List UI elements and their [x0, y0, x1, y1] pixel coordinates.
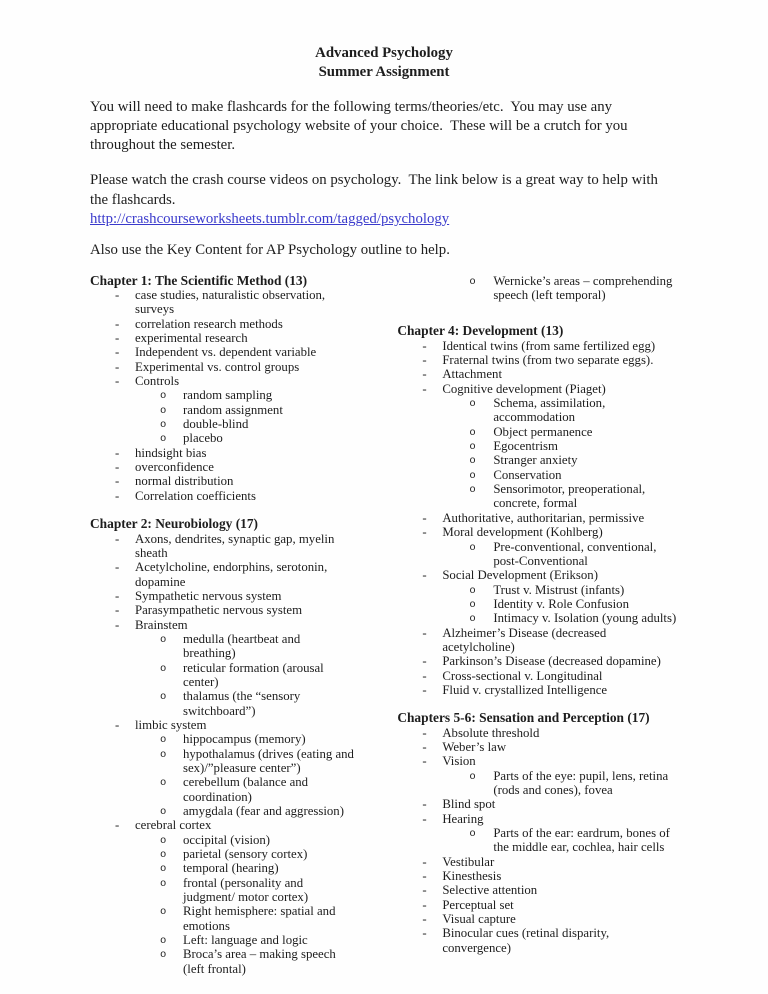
term-subitem	[90, 904, 355, 933]
term-subitem	[397, 597, 678, 611]
circle-bullet: o	[469, 828, 476, 841]
term-subitem-label: Wernicke’s areas – comprehending speech (left temporal)	[493, 273, 673, 303]
term-item	[90, 474, 355, 488]
dash-bullet: -	[422, 739, 427, 754]
term-subitem	[397, 468, 678, 482]
dash-bullet: -	[422, 367, 427, 382]
chapter-block	[90, 517, 355, 976]
dash-bullet: -	[422, 883, 427, 898]
dash-bullet: -	[115, 588, 120, 603]
term-subitem-label: double-blind	[183, 417, 249, 432]
term-item	[90, 345, 355, 359]
dash-bullet: -	[422, 926, 427, 941]
term-item-label: limbic system	[135, 717, 207, 732]
term-item-label: Controls	[135, 374, 180, 389]
term-item	[397, 912, 678, 926]
term-item-label: Vision	[442, 754, 476, 769]
term-subitem	[90, 632, 355, 661]
term-subitem-label: Object permanence	[493, 424, 593, 439]
dash-bullet: -	[422, 353, 427, 368]
term-item	[90, 331, 355, 345]
circle-bullet: o	[160, 691, 167, 704]
document-title	[90, 44, 678, 83]
dash-bullet: -	[115, 374, 120, 389]
term-subitem	[90, 876, 355, 905]
circle-bullet: o	[469, 541, 476, 554]
term-item-label: Authoritative, authoritarian, permissive	[442, 510, 645, 525]
term-item	[90, 460, 355, 474]
term-item-label: Social Development (Erikson)	[442, 568, 598, 583]
term-item	[397, 626, 678, 655]
dash-bullet: -	[422, 854, 427, 869]
term-item-label: Kinesthesis	[442, 869, 502, 884]
term-subitem-label: Broca’s area – making speech (left frontal)	[183, 947, 336, 976]
term-item	[397, 353, 678, 367]
term-item	[397, 525, 678, 539]
term-subitem	[397, 826, 678, 855]
column-2	[397, 274, 678, 991]
video-paragraph	[90, 171, 678, 229]
circle-bullet: o	[160, 949, 167, 962]
term-subitem	[90, 833, 355, 847]
term-subitem-label: hypothalamus (drives (eating and sex)/”pleasure center”)	[183, 746, 354, 776]
dash-bullet: -	[115, 316, 120, 331]
circle-bullet: o	[469, 613, 476, 626]
chapter-block	[397, 324, 678, 697]
term-item	[397, 754, 678, 768]
term-subitem	[397, 769, 678, 798]
term-item	[397, 654, 678, 668]
term-item	[90, 818, 355, 832]
chapter-heading: Chapter 1: The Scientific Method (13)	[90, 272, 308, 288]
term-item-label: Identical twins (from same fertilized egg)	[442, 338, 656, 353]
dash-bullet: -	[115, 617, 120, 632]
term-item-label: Alzheimer’s Disease (decreased acetylcholine)	[442, 625, 607, 654]
term-subitem-label: Parts of the ear: eardrum, bones of the middle ear, cochlea, hair cells	[493, 826, 670, 855]
term-item	[90, 288, 355, 317]
circle-bullet: o	[160, 734, 167, 747]
term-subitem	[90, 947, 355, 976]
dash-bullet: -	[115, 460, 120, 475]
dash-bullet: -	[115, 331, 120, 346]
term-item-label: Blind spot	[442, 797, 496, 812]
term-item-label: Binocular cues (retinal disparity, convergence)	[442, 926, 610, 955]
dash-bullet: -	[115, 345, 120, 360]
term-item	[397, 797, 678, 811]
dash-bullet: -	[115, 603, 120, 618]
term-item	[397, 683, 678, 697]
term-subitem-label: temporal (hearing)	[183, 861, 279, 876]
term-item	[397, 883, 678, 897]
term-subitem-label: occipital (vision)	[183, 832, 271, 847]
term-subitem	[90, 689, 355, 718]
term-item-label: Parkinson’s Disease (decreased dopamine)	[442, 654, 661, 669]
two-column-list	[90, 274, 678, 991]
term-subitem	[397, 482, 678, 511]
crashcourse-link[interactable]: http://crashcourseworksheets.tumblr.com/tagged/psychology	[90, 211, 450, 228]
circle-bullet: o	[469, 770, 476, 783]
circle-bullet: o	[160, 806, 167, 819]
circle-bullet: o	[469, 441, 476, 454]
term-subitem	[397, 583, 678, 597]
term-subitem-label: Intimacy v. Isolation (young adults)	[493, 611, 677, 626]
circle-bullet: o	[469, 484, 476, 497]
term-subitem	[90, 431, 355, 445]
term-item	[397, 898, 678, 912]
term-item-label: experimental research	[135, 331, 248, 346]
term-subitem-label: Trust v. Mistrust (infants)	[493, 582, 625, 597]
term-item	[397, 568, 678, 582]
term-item-label: Weber’s law	[442, 739, 507, 754]
term-item-label: Vestibular	[442, 854, 495, 869]
term-subitem	[397, 439, 678, 453]
term-item-label: Hearing	[442, 811, 484, 826]
term-subitem-label: random sampling	[183, 388, 273, 403]
dash-bullet: -	[422, 754, 427, 769]
term-item	[90, 532, 355, 561]
dash-bullet: -	[115, 359, 120, 374]
chapter-block	[397, 274, 678, 303]
term-item	[397, 926, 678, 955]
circle-bullet: o	[160, 419, 167, 432]
term-item	[397, 382, 678, 396]
dash-bullet: -	[422, 682, 427, 697]
term-item-label: normal distribution	[135, 474, 234, 489]
term-subitem-label: reticular formation (arousal center)	[183, 660, 324, 689]
term-item	[90, 446, 355, 460]
term-subitem-label: Stranger anxiety	[493, 453, 578, 468]
dash-bullet: -	[422, 797, 427, 812]
term-item	[397, 869, 678, 883]
dash-bullet: -	[422, 338, 427, 353]
term-item-label: Correlation coefficients	[135, 488, 256, 503]
term-subitem	[90, 661, 355, 690]
circle-bullet: o	[160, 877, 167, 890]
circle-bullet: o	[160, 834, 167, 847]
dash-bullet: -	[422, 725, 427, 740]
circle-bullet: o	[469, 426, 476, 439]
dash-bullet: -	[115, 560, 120, 575]
term-subitem-label: cerebellum (balance and coordination)	[183, 775, 309, 804]
term-subitem-label: Sensorimotor, preoperational, concrete, formal	[493, 482, 646, 511]
term-item-label: Selective attention	[442, 883, 538, 898]
term-subitem-label: Left: language and logic	[183, 933, 308, 948]
circle-bullet: o	[469, 469, 476, 482]
term-subitem-label: Right hemisphere: spatial and emotions	[183, 904, 336, 933]
term-item	[397, 812, 678, 826]
term-item-label: Axons, dendrites, synaptic gap, myelin sheath	[135, 531, 335, 560]
chapter-heading: Chapter 4: Development (13)	[397, 323, 564, 339]
term-item	[397, 726, 678, 740]
circle-bullet: o	[160, 849, 167, 862]
dash-bullet: -	[422, 568, 427, 583]
chapter-block	[397, 711, 678, 955]
circle-bullet: o	[469, 275, 476, 288]
term-subitem	[90, 775, 355, 804]
outline-note: Also use the Key Content for AP Psychology outline to help.	[90, 242, 450, 259]
term-subitem	[397, 453, 678, 467]
dash-bullet: -	[422, 897, 427, 912]
term-item-label: Cognitive development (Piaget)	[442, 381, 606, 396]
term-item-label: Experimental vs. control groups	[135, 359, 300, 374]
dash-bullet: -	[422, 811, 427, 826]
term-subitem	[90, 417, 355, 431]
dash-bullet: -	[422, 869, 427, 884]
term-subitem-label: amygdala (fear and aggression)	[183, 804, 344, 819]
dash-bullet: -	[422, 525, 427, 540]
circle-bullet: o	[160, 404, 167, 417]
term-item	[397, 367, 678, 381]
dash-bullet: -	[422, 625, 427, 640]
term-subitem	[90, 388, 355, 402]
term-subitem	[397, 274, 678, 303]
dash-bullet: -	[115, 474, 120, 489]
term-subitem-label: hippocampus (memory)	[183, 732, 306, 747]
term-subitem-label: Conservation	[493, 467, 562, 482]
term-item-label: Absolute threshold	[442, 725, 540, 740]
video-note-text: Please watch the crash course videos on psychology. The link below is a great way to help with the flashcards.	[90, 172, 662, 208]
dash-bullet: -	[422, 510, 427, 525]
dash-bullet: -	[115, 531, 120, 546]
term-item-label: correlation research methods	[135, 316, 283, 331]
term-subitem-label: thalamus (the “sensory switchboard”)	[183, 689, 301, 718]
term-subitem-label: medulla (heartbeat and breathing)	[183, 631, 301, 661]
term-subitem	[90, 804, 355, 818]
term-subitem-label: Egocentrism	[493, 439, 558, 454]
circle-bullet: o	[160, 935, 167, 948]
term-subitem	[90, 933, 355, 947]
term-subitem-label: frontal (personality and judgment/ motor cortex)	[183, 875, 309, 905]
term-subitem	[90, 747, 355, 776]
term-item-label: Brainstem	[135, 617, 188, 632]
term-item-label: case studies, naturalistic observation, surveys	[135, 288, 326, 317]
term-item	[397, 855, 678, 869]
term-item	[90, 374, 355, 388]
term-item-label: Fraternal twins (from two separate eggs).	[442, 353, 654, 368]
dash-bullet: -	[422, 654, 427, 669]
term-item	[90, 317, 355, 331]
circle-bullet: o	[160, 906, 167, 919]
term-subitem-label: parietal (sensory cortex)	[183, 847, 308, 862]
term-subitem-label: Parts of the eye: pupil, lens, retina (rods and cones), fovea	[493, 768, 669, 798]
circle-bullet: o	[160, 662, 167, 675]
circle-bullet: o	[469, 598, 476, 611]
column-1	[90, 274, 355, 991]
term-item	[90, 560, 355, 589]
circle-bullet: o	[160, 863, 167, 876]
term-item-label: Attachment	[442, 367, 503, 382]
term-item-label: Perceptual set	[442, 897, 514, 912]
dash-bullet: -	[115, 818, 120, 833]
term-item	[397, 511, 678, 525]
term-item	[90, 589, 355, 603]
term-subitem-label: Pre-conventional, conventional, post-Conventional	[493, 539, 657, 568]
chapter-block	[90, 274, 355, 504]
circle-bullet: o	[469, 455, 476, 468]
term-item	[90, 603, 355, 617]
term-item	[90, 718, 355, 732]
term-item	[397, 669, 678, 683]
dash-bullet: -	[115, 445, 120, 460]
circle-bullet: o	[160, 390, 167, 403]
title-line-1: Advanced Psychology	[315, 45, 453, 61]
term-subitem	[90, 847, 355, 861]
term-subitem-label: Schema, assimilation, accommodation	[493, 396, 606, 425]
term-subitem-label: Identity v. Role Confusion	[493, 596, 629, 611]
term-item	[90, 360, 355, 374]
term-item-label: Moral development (Kohlberg)	[442, 525, 603, 540]
term-subitem	[397, 611, 678, 625]
circle-bullet: o	[160, 748, 167, 761]
term-subitem	[90, 403, 355, 417]
term-subitem	[397, 396, 678, 425]
term-item-label: Sympathetic nervous system	[135, 588, 282, 603]
term-item-label: Parasympathetic nervous system	[135, 603, 303, 618]
dash-bullet: -	[422, 912, 427, 927]
term-item-label: Cross-sectional v. Longitudinal	[442, 668, 603, 683]
circle-bullet: o	[469, 398, 476, 411]
term-item	[90, 489, 355, 503]
term-subitem	[90, 732, 355, 746]
term-item	[397, 339, 678, 353]
title-line-2: Summer Assignment	[318, 64, 450, 81]
term-item-label: overconfidence	[135, 460, 214, 475]
term-subitem-label: random assignment	[183, 402, 283, 417]
term-subitem	[397, 540, 678, 569]
term-item-label: Acetylcholine, endorphins, serotonin, dopamine	[135, 560, 328, 589]
dash-bullet: -	[422, 381, 427, 396]
dash-bullet: -	[115, 717, 120, 732]
circle-bullet: o	[160, 433, 167, 446]
term-subitem	[397, 425, 678, 439]
chapter-heading: Chapter 2: Neurobiology (17)	[90, 516, 258, 532]
intro-paragraph: You will need to make flashcards for the following terms/theories/etc. You may use any appropriate educational psychology website of your choice. These will be a crutch for you throughout the semester.	[90, 98, 632, 154]
term-item	[90, 618, 355, 632]
chapter-heading: Chapters 5-6: Sensation and Perception (17)	[397, 710, 650, 726]
term-item-label: Visual capture	[442, 912, 516, 927]
term-item-label: hindsight bias	[135, 445, 207, 460]
dash-bullet: -	[115, 488, 120, 503]
dash-bullet: -	[422, 668, 427, 683]
term-item-label: cerebral cortex	[135, 818, 212, 833]
term-subitem	[90, 861, 355, 875]
circle-bullet: o	[469, 584, 476, 597]
dash-bullet: -	[115, 288, 120, 303]
circle-bullet: o	[160, 777, 167, 790]
term-item	[397, 740, 678, 754]
circle-bullet: o	[160, 633, 167, 646]
term-subitem-label: placebo	[183, 431, 223, 446]
term-item-label: Independent vs. dependent variable	[135, 345, 317, 360]
term-item-label: Fluid v. crystallized Intelligence	[442, 682, 608, 697]
